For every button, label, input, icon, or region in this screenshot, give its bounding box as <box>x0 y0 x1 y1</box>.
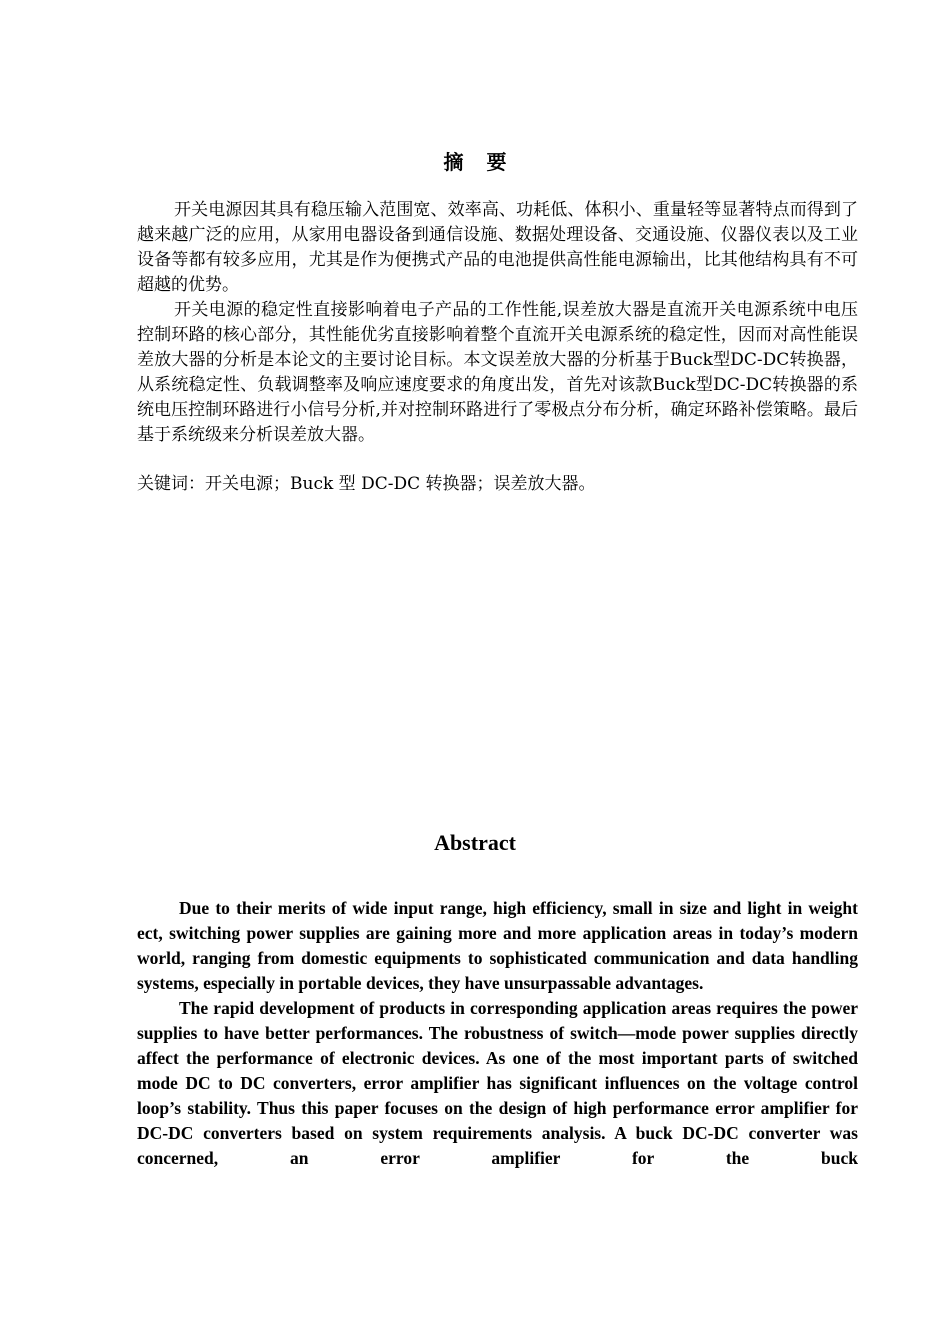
english-abstract-paragraph-2: The rapid development of products in corresponding application areas requires the power supplies to have better performances. The robustness of switch—mode power supplies directly affect the performance of electronic devices. As one of the most important parts of switched mode DC to DC converters, error amplifier has significant influences on the voltage control loop’s stability. Thus this paper focuses on the design of high performance error amplifier for DC-DC converters based on system requirements analysis. A buck DC-DC converter was concerned, an error amplifier for the buck <box>137 998 858 1168</box>
chinese-abstract-paragraph-2: 开关电源的稳定性直接影响着电子产品的工作性能,误差放大器是直流开关电源系统中电压控制环路的核心部分，其性能优劣直接影响着整个直流开关电源系统的稳定性，因而对高性能误差放大器的分析是本论文的主要讨论目标。本文误差放大器的分析基于Buck型DC-DC转换器，从系统稳定性、负载调整率及响应速度要求的角度出发，首先对该款Buck型DC-DC转换器的系统电压控制环路进行小信号分析,并对控制环路进行了零极点分布分析，确定环路补偿策略。最后基于系统级来分析误差放大器。 <box>137 300 858 445</box>
chinese-abstract-paragraph-1: 开关电源因其具有稳压输入范围宽、效率高、功耗低、体积小、重量轻等显著特点而得到了越来越广泛的应用，从家用电器设备到通信设施、数据处理设备、交通设施、仪器仪表以及工业设备等都有较多应用，尤其是作为便携式产品的电池提供高性能电源输出，比其他结构具有不可超越的优势。 <box>137 200 858 295</box>
english-abstract-paragraph-1: Due to their merits of wide input range, high efficiency, small in size and light in weight ect, switching power supplies are gaining more and more application areas in today’s modern world, ranging from domestic equipments to sophisticated communication and data handling systems, especially in portable devices, they have unsurpassable advantages. <box>137 898 858 993</box>
chinese-abstract-body <box>137 198 858 448</box>
chinese-keywords: 关键词：开关电源；Buck 型 DC-DC 转换器；误差放大器。 <box>137 474 596 494</box>
chinese-abstract-title: 摘 要 <box>443 150 515 174</box>
english-abstract-body <box>137 896 858 1171</box>
english-abstract-title: Abstract <box>434 830 516 855</box>
